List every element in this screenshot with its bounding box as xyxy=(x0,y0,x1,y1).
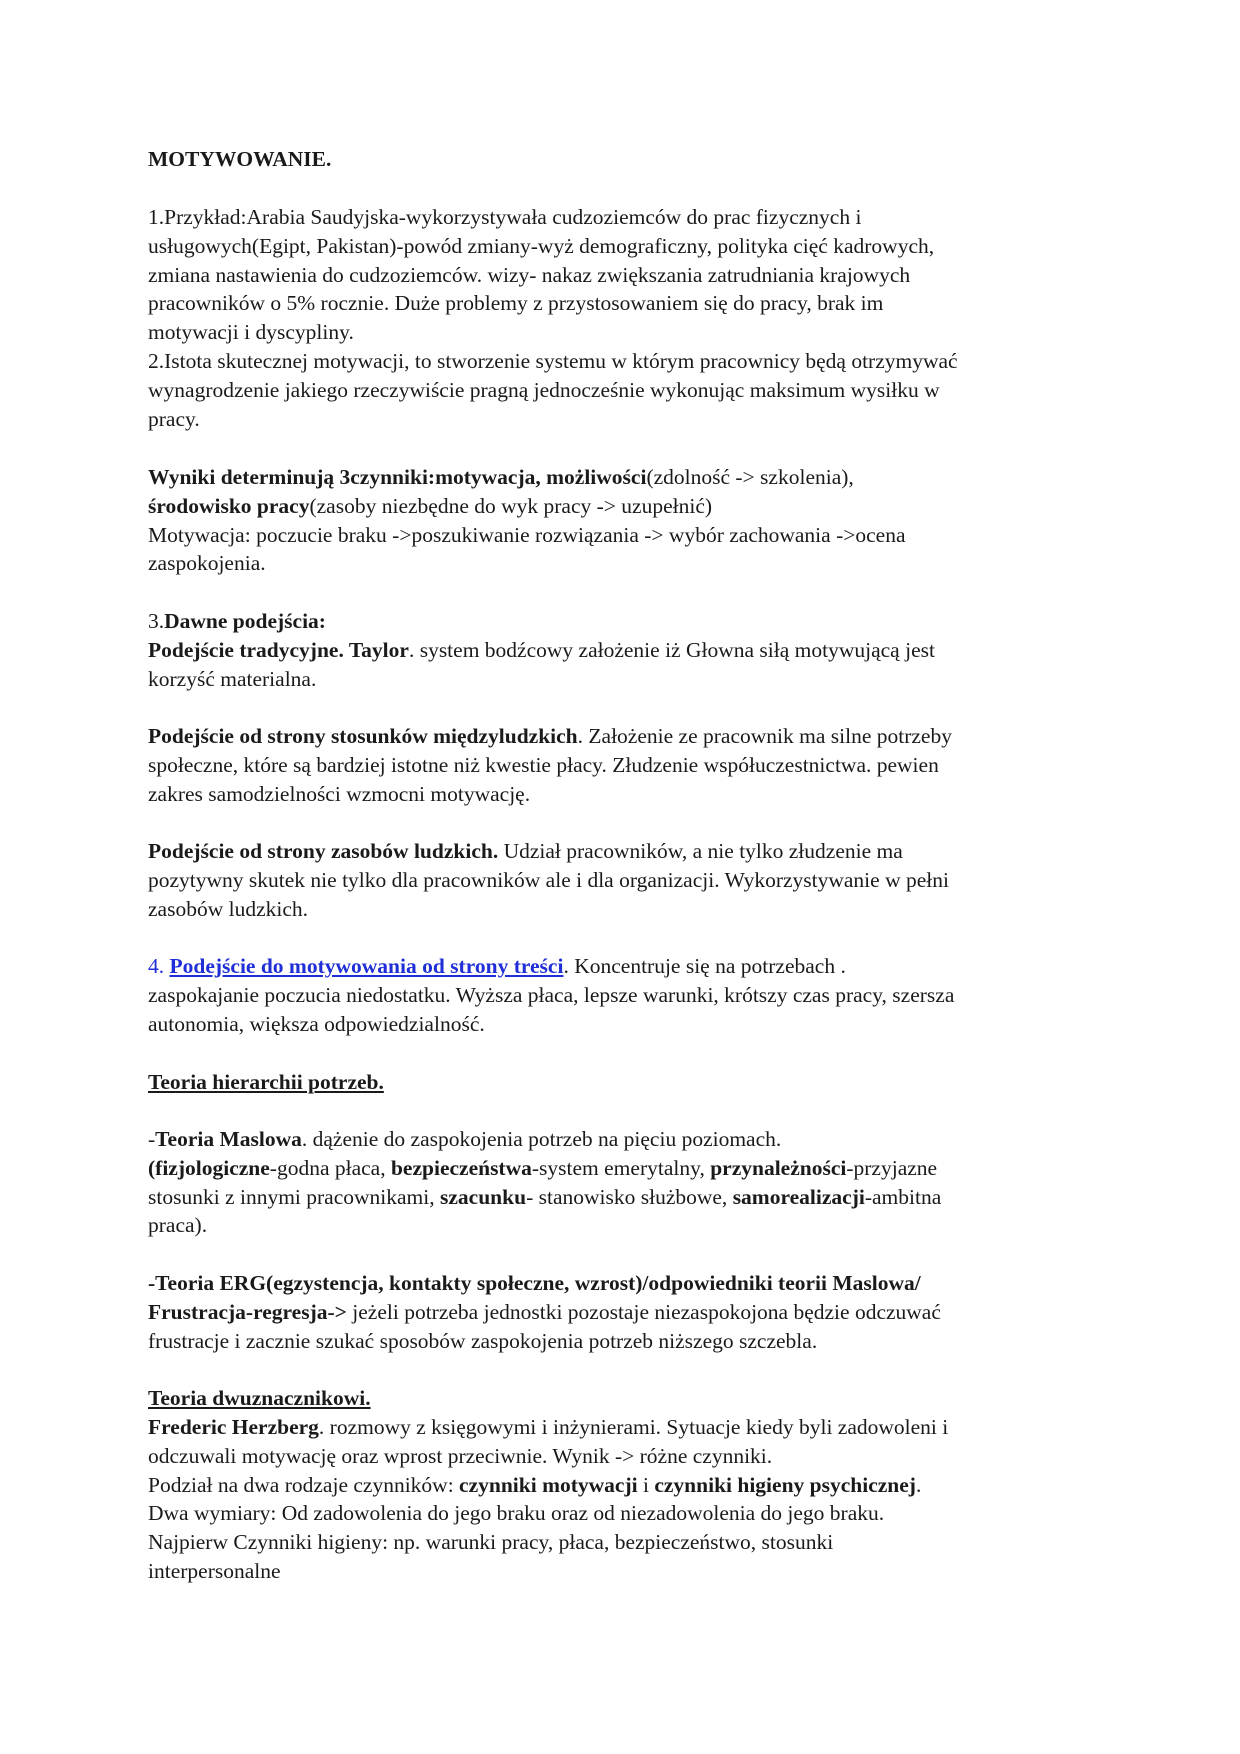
document-title: MOTYWOWANIE. xyxy=(148,147,332,171)
paragraph-content-approach: 4. Podejście do motywowania od strony treści. Koncentruje się na potrzebach . zaspokajanie poczucia niedostatku. Wyższa płaca, lepsze warunki, krótszy czas pracy, szersza autonomia, większa odpowiedzialność. xyxy=(148,954,955,1036)
paragraph-maslow: -Teoria Maslowa. dążenie do zaspokojenia potrzeb na pięciu poziomach. (fizjologiczne-godna płaca, bezpieczeństwa-system emerytalny, przynależności-przyjazne stosunki z innymi pracownikami, szacunku- stanowisko służbowe, samorealizacji-ambitna praca). xyxy=(148,1127,942,1238)
paragraph-results: Wyniki determinują 3czynniki:motywacja, możliwości(zdolność -> szkolenia), środowisko pracy(zasoby niezbędne do wyk pracy -> uzupełnić) Motywacja: poczucie braku ->poszukiwanie rozwiązania -> wybór zachowania ->ocena zaspokojenia. xyxy=(148,465,906,576)
paragraph-human-relations: Podejście od strony stosunków międzyludzkich. Założenie ze pracownik ma silne potrzeby społeczne, które są bardziej istotne niż kwestie płacy. Złudzenie współuczestnictwa. pewien zakres samodzielności wzmocni motywację. xyxy=(148,724,952,806)
paragraph-old-approaches: 3.Dawne podejścia: Podejście tradycyjne. Taylor. system bodźcowy założenie iż Głowna siłą motywującą jest korzyść materialna. xyxy=(148,609,935,691)
paragraph-erg: -Teoria ERG(egzystencja, kontakty społeczne, wzrost)/odpowiedniki teorii Maslowa/ Frustracja-regresja-> jeżeli potrzeba jednostki pozostaje niezaspokojona będzie odczuwać frustracje i zacznie szukać sposobów zaspokojenia potrzeb niższego szczebla. xyxy=(148,1271,941,1353)
paragraph-human-resources: Podejście od strony zasobów ludzkich. Udział pracowników, a nie tylko złudzenie ma pozytywny skutek nie tylko dla pracowników ale i dla organizacji. Wykorzystywanie w pełni zasobów ludzkich. xyxy=(148,839,949,921)
paragraph-herzberg: Frederic Herzberg. rozmowy z księgowymi i inżynierami. Sytuacje kiedy byli zadowoleni i odczuwali motywację oraz wprost przeciwnie. Wynik -> różne czynniki. Podział na dwa rodzaje czynników: czynniki motywacji i czynniki higieny psychicznej. Dwa wymiary: Od zadowolenia do jego braku oraz od niezadowolenia do jego braku. Najpierw Czynniki higieny: np. warunki pracy, płaca, bezpieczeństwo, stosunki interpersonalne xyxy=(148,1415,949,1583)
heading-hierarchy-theory: Teoria hierarchii potrzeb. xyxy=(148,1070,384,1094)
paragraph-1: 1.Przykład:Arabia Saudyjska-wykorzystywała cudzoziemców do prac fizycznych i usługowych(Egipt, Pakistan)-powód zmiany-wyż demograficzny, polityka cięć kadrowych, zmiana nastawienia do cudzoziemców. wizy- nakaz zwiększania zatrudniania krajowych pracowników o 5% rocznie. Duże problemy z przystosowaniem się do pracy, brak im motywacji i dyscypliny. xyxy=(148,205,935,345)
paragraph-2: 2.Istota skutecznej motywacji, to stworzenie systemu w którym pracownicy będą otrzymywać wynagrodzenie jakiego rzeczywiście pragną jednocześnie wykonując maksimum wysiłku w pracy. xyxy=(148,349,958,431)
heading-two-factor-theory: Teoria dwuznacznikowi. xyxy=(148,1386,371,1410)
